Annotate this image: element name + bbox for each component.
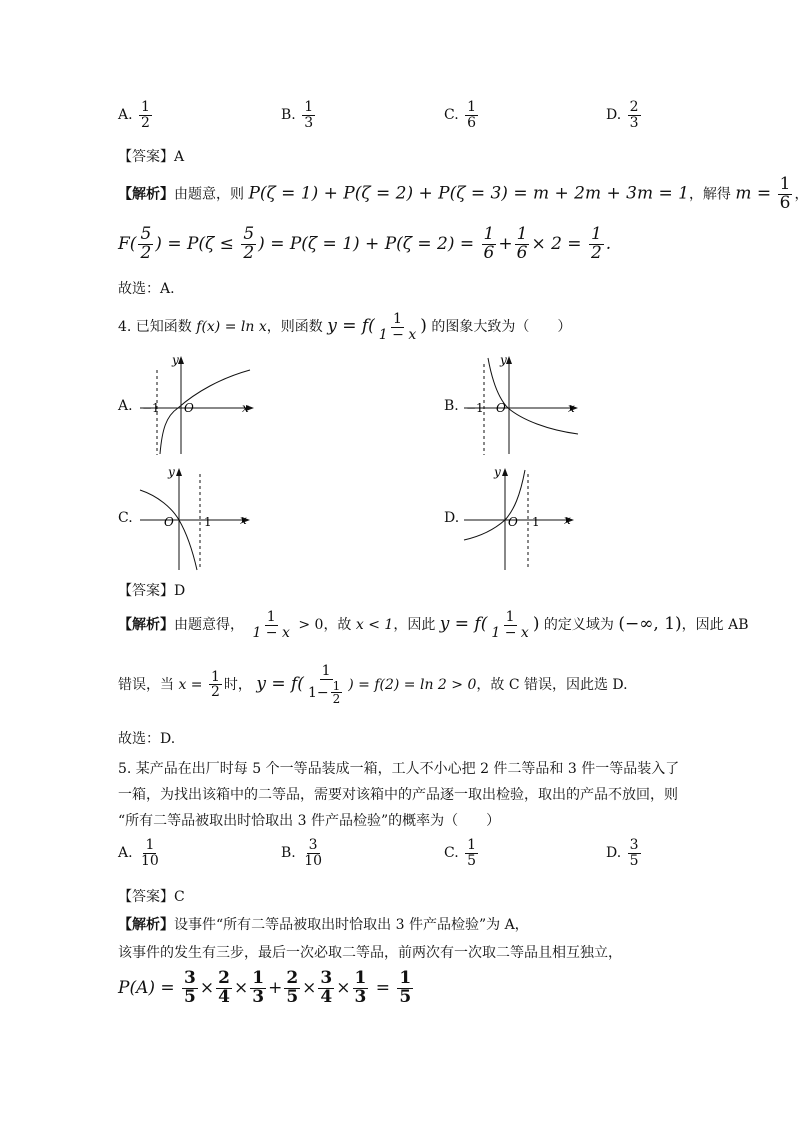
frac-den: 6 bbox=[779, 192, 791, 213]
frac-num: 3 bbox=[320, 968, 333, 988]
frac-den: 3 bbox=[252, 986, 265, 1007]
frac-den: 2 bbox=[141, 114, 150, 131]
frac-num: 2 bbox=[286, 968, 299, 988]
q3-option-c bbox=[444, 100, 480, 130]
eq: = bbox=[375, 977, 391, 998]
q3-option-d bbox=[606, 100, 643, 130]
frac-num: 3 bbox=[308, 837, 318, 853]
times: × bbox=[302, 977, 317, 998]
frac-num: 1 bbox=[467, 99, 477, 115]
m-label: m = bbox=[735, 183, 772, 204]
q4-analysis-line2 bbox=[118, 664, 628, 706]
stem-text: 的图象大致为（ ） bbox=[431, 319, 572, 336]
frac-den: 1 − x bbox=[252, 624, 290, 641]
frac-den: 3 bbox=[629, 114, 639, 131]
x-label: x bbox=[240, 513, 247, 527]
frac-num: 1 bbox=[516, 224, 528, 244]
frac-num: 1 bbox=[332, 678, 341, 693]
frac-num: 5 bbox=[140, 224, 152, 244]
y-arrow-icon bbox=[502, 468, 508, 476]
analysis-text: ，解得 bbox=[688, 186, 731, 203]
x-lt-1: x < 1 bbox=[355, 617, 394, 634]
analysis-tag: 【解析】 bbox=[118, 617, 174, 634]
comma: ， bbox=[794, 186, 808, 203]
stem-fx: f(x) = ln x bbox=[196, 319, 267, 336]
plus: + bbox=[498, 233, 513, 254]
frac-den: 2 bbox=[243, 242, 255, 263]
period: . bbox=[605, 233, 612, 254]
times: × 2 = bbox=[531, 233, 582, 254]
q5-option-b bbox=[281, 838, 326, 868]
eq: = P bbox=[167, 233, 199, 254]
frac-num: 1 bbox=[393, 311, 402, 327]
analysis-text: 由题意，则 bbox=[174, 186, 244, 203]
x-label: x bbox=[242, 401, 249, 415]
frac-num: 1 bbox=[210, 668, 220, 685]
frac-den: 10 bbox=[304, 852, 323, 869]
interval: (−∞, 1) bbox=[618, 614, 682, 635]
curve bbox=[464, 470, 525, 540]
origin-label: O bbox=[496, 401, 506, 415]
q5-option-d bbox=[606, 838, 643, 868]
option-label: D. bbox=[606, 107, 622, 124]
q4-graph-c-label: C. bbox=[118, 510, 133, 526]
q5-analysis-line1 bbox=[118, 914, 529, 934]
frac-den: 5 bbox=[399, 986, 412, 1007]
q5-probability bbox=[118, 970, 415, 1007]
option-label: D. bbox=[606, 845, 622, 862]
frac-den: 6 bbox=[516, 242, 528, 263]
q4-stem bbox=[118, 312, 571, 342]
q3-choose: 故选：A. bbox=[118, 281, 175, 297]
frac-num: 1 bbox=[505, 609, 515, 625]
frac-num: 1 bbox=[321, 663, 331, 679]
q3-analysis-line1 bbox=[118, 176, 808, 213]
q4-choose: 故选：D. bbox=[118, 731, 176, 747]
option-label: B. bbox=[281, 107, 296, 124]
option-label: C. bbox=[444, 845, 459, 862]
y-arrow-icon bbox=[506, 356, 512, 364]
times: × bbox=[233, 977, 249, 998]
q4-graph-c bbox=[136, 462, 266, 574]
frac-den: 6 bbox=[467, 114, 477, 131]
frac-num: 1 bbox=[252, 968, 265, 988]
q4-graph-a-label: A. bbox=[118, 398, 133, 414]
frac-num: 3 bbox=[629, 837, 639, 853]
frac-num: 1 bbox=[354, 968, 367, 988]
gt: > 0 bbox=[298, 617, 324, 634]
b-after: ) = f(2) = ln 2 > 0 bbox=[348, 676, 477, 693]
frac-num: 2 bbox=[629, 99, 639, 115]
analysis-text: ，因此 AB bbox=[681, 617, 749, 634]
stem-text: ，则函数 bbox=[266, 319, 323, 336]
y-label: y bbox=[494, 465, 501, 479]
option-label: A. bbox=[118, 845, 133, 862]
frac-den: 5 bbox=[184, 986, 196, 1007]
frac-den: 1 − x bbox=[378, 326, 417, 343]
a-yc: ) bbox=[532, 614, 540, 635]
q4-graph-b bbox=[460, 350, 590, 460]
frac-den: 2 bbox=[210, 684, 220, 701]
q4-graph-d bbox=[460, 462, 590, 574]
tick-label: −1 bbox=[466, 401, 484, 415]
frac-den: 2 bbox=[140, 242, 152, 263]
analysis-text: 由题意得， bbox=[174, 617, 244, 634]
frac-num: 1 bbox=[779, 174, 791, 194]
q3-option-b bbox=[281, 100, 317, 130]
frac-den bbox=[306, 680, 346, 706]
option-label: C. bbox=[444, 107, 459, 124]
origin-label: O bbox=[184, 401, 194, 415]
frac-den: 1 − x bbox=[491, 624, 529, 641]
den-pre: 1− bbox=[307, 684, 329, 701]
q4-graph-b-label: B. bbox=[444, 398, 459, 414]
frac-den: 4 bbox=[320, 986, 333, 1007]
plus: + bbox=[268, 977, 283, 998]
frac-num: 1 bbox=[304, 99, 314, 115]
frac-den: 5 bbox=[629, 852, 639, 869]
frac-den: 4 bbox=[218, 986, 230, 1007]
analysis-text: 的定义域为 bbox=[543, 617, 614, 634]
frac-num: 5 bbox=[243, 224, 255, 244]
frac-num: 1 bbox=[141, 99, 150, 115]
times: × bbox=[199, 977, 215, 998]
frac-den: 5 bbox=[286, 986, 299, 1007]
frac-num: 2 bbox=[218, 968, 230, 988]
option-label: B. bbox=[281, 845, 296, 862]
a-y: y = f( bbox=[439, 614, 488, 635]
origin-label: O bbox=[164, 515, 174, 529]
frac-den: 3 bbox=[304, 114, 314, 131]
q5-stem-line2: 一箱，为找出该箱中的二等品，需要对该箱中的产品逐一取出检验，取出的产品不放回，则 bbox=[118, 787, 678, 803]
zeta-le: ζ ≤ bbox=[205, 233, 234, 254]
q3-option-a bbox=[118, 100, 154, 130]
x-label: x bbox=[564, 513, 571, 527]
frac-num: 1 bbox=[483, 224, 495, 244]
tick-label: 1 bbox=[204, 515, 212, 529]
frac-num: 1 bbox=[145, 837, 155, 853]
frac-num: 1 bbox=[266, 609, 276, 625]
analysis-expr: P(ζ = 1) + P(ζ = 2) + P(ζ = 3) = m + 2m + 3m = 1 bbox=[248, 183, 689, 204]
analysis-text: ，故 C 错误，因此选 D. bbox=[476, 676, 628, 693]
curve bbox=[140, 490, 197, 570]
y-arrow-icon bbox=[176, 468, 182, 476]
q5-stem-line3: “所有二等品被取出时恰取出 3 件产品检验”的概率为（ ） bbox=[118, 813, 501, 829]
frac-num: 1 bbox=[467, 837, 477, 853]
q5-analysis-line2: 该事件的发生有三步，最后一次必取二等品，前两次有一次取二等品且相互独立， bbox=[118, 945, 622, 961]
frac-den: 5 bbox=[467, 852, 477, 869]
q4-answer: 【答案】D bbox=[118, 583, 186, 599]
q3-F-line: F( $\frac{5}{2}$ ) = P(ζ ≤ $\frac{5}{2}$ ) = P(ζ = 1) + P(ζ = 2) = $\frac{1}{6}$ + $\frac{1}{6}$ × 2 = $\frac{1}{2}$ . bbox=[118, 224, 612, 263]
b-y: y = f( bbox=[256, 673, 304, 694]
stem-y: y = f( bbox=[327, 316, 375, 337]
q4-graph-a bbox=[136, 350, 266, 460]
curve bbox=[488, 358, 578, 434]
frac-den: 3 bbox=[354, 986, 367, 1007]
tick-label: −1 bbox=[142, 401, 160, 415]
q4-graph-d-label: D. bbox=[444, 510, 460, 526]
q5-option-c bbox=[444, 838, 480, 868]
y-arrow-icon bbox=[178, 356, 184, 364]
p-lhs: P(A) = bbox=[118, 977, 175, 998]
curve bbox=[160, 370, 250, 454]
q5-option-a bbox=[118, 838, 163, 868]
frac-num: 1 bbox=[399, 968, 412, 988]
x-label: x bbox=[568, 401, 575, 415]
tick-label: 1 bbox=[532, 515, 540, 529]
frac-den: 10 bbox=[141, 852, 159, 869]
analysis-text: 时， bbox=[223, 676, 252, 693]
q5-answer: 【答案】C bbox=[118, 889, 185, 905]
y-label: y bbox=[500, 353, 507, 367]
analysis-tag: 【解析】 bbox=[118, 917, 174, 933]
frac-den: 6 bbox=[483, 242, 495, 263]
frac-num: 3 bbox=[184, 968, 196, 988]
option-label: A. bbox=[118, 107, 133, 124]
frac-den: 2 bbox=[590, 242, 602, 263]
times: × bbox=[336, 977, 351, 998]
origin-label: O bbox=[508, 515, 518, 529]
analysis-text: 错误，当 bbox=[118, 676, 174, 693]
frac-den: 2 bbox=[332, 692, 341, 707]
analysis-text: 设事件“所有二等品被取出时恰取出 3 件产品检验”为 A， bbox=[174, 917, 529, 933]
y-label: y bbox=[172, 353, 179, 367]
q4-analysis-line1 bbox=[118, 610, 749, 640]
frac-num: 1 bbox=[590, 224, 602, 244]
stem-text: 4. 已知函数 bbox=[118, 319, 192, 336]
q3-answer: 【答案】A bbox=[118, 149, 185, 165]
eq: = P(ζ = 1) + P(ζ = 2) = bbox=[270, 233, 475, 254]
b-x: x = bbox=[178, 676, 203, 693]
stem-close: ) bbox=[420, 316, 427, 337]
analysis-text: ，因此 bbox=[393, 617, 436, 634]
analysis-tag: 【解析】 bbox=[118, 186, 174, 203]
F-symbol: F bbox=[118, 233, 130, 254]
y-label: y bbox=[168, 465, 175, 479]
analysis-text: ，故 bbox=[323, 617, 352, 634]
q5-stem-line1: 5. 某产品在出厂时每 5 个一等品装成一箱，工人不小心把 2 件二等品和 3 件一等品装入了 bbox=[118, 761, 680, 777]
